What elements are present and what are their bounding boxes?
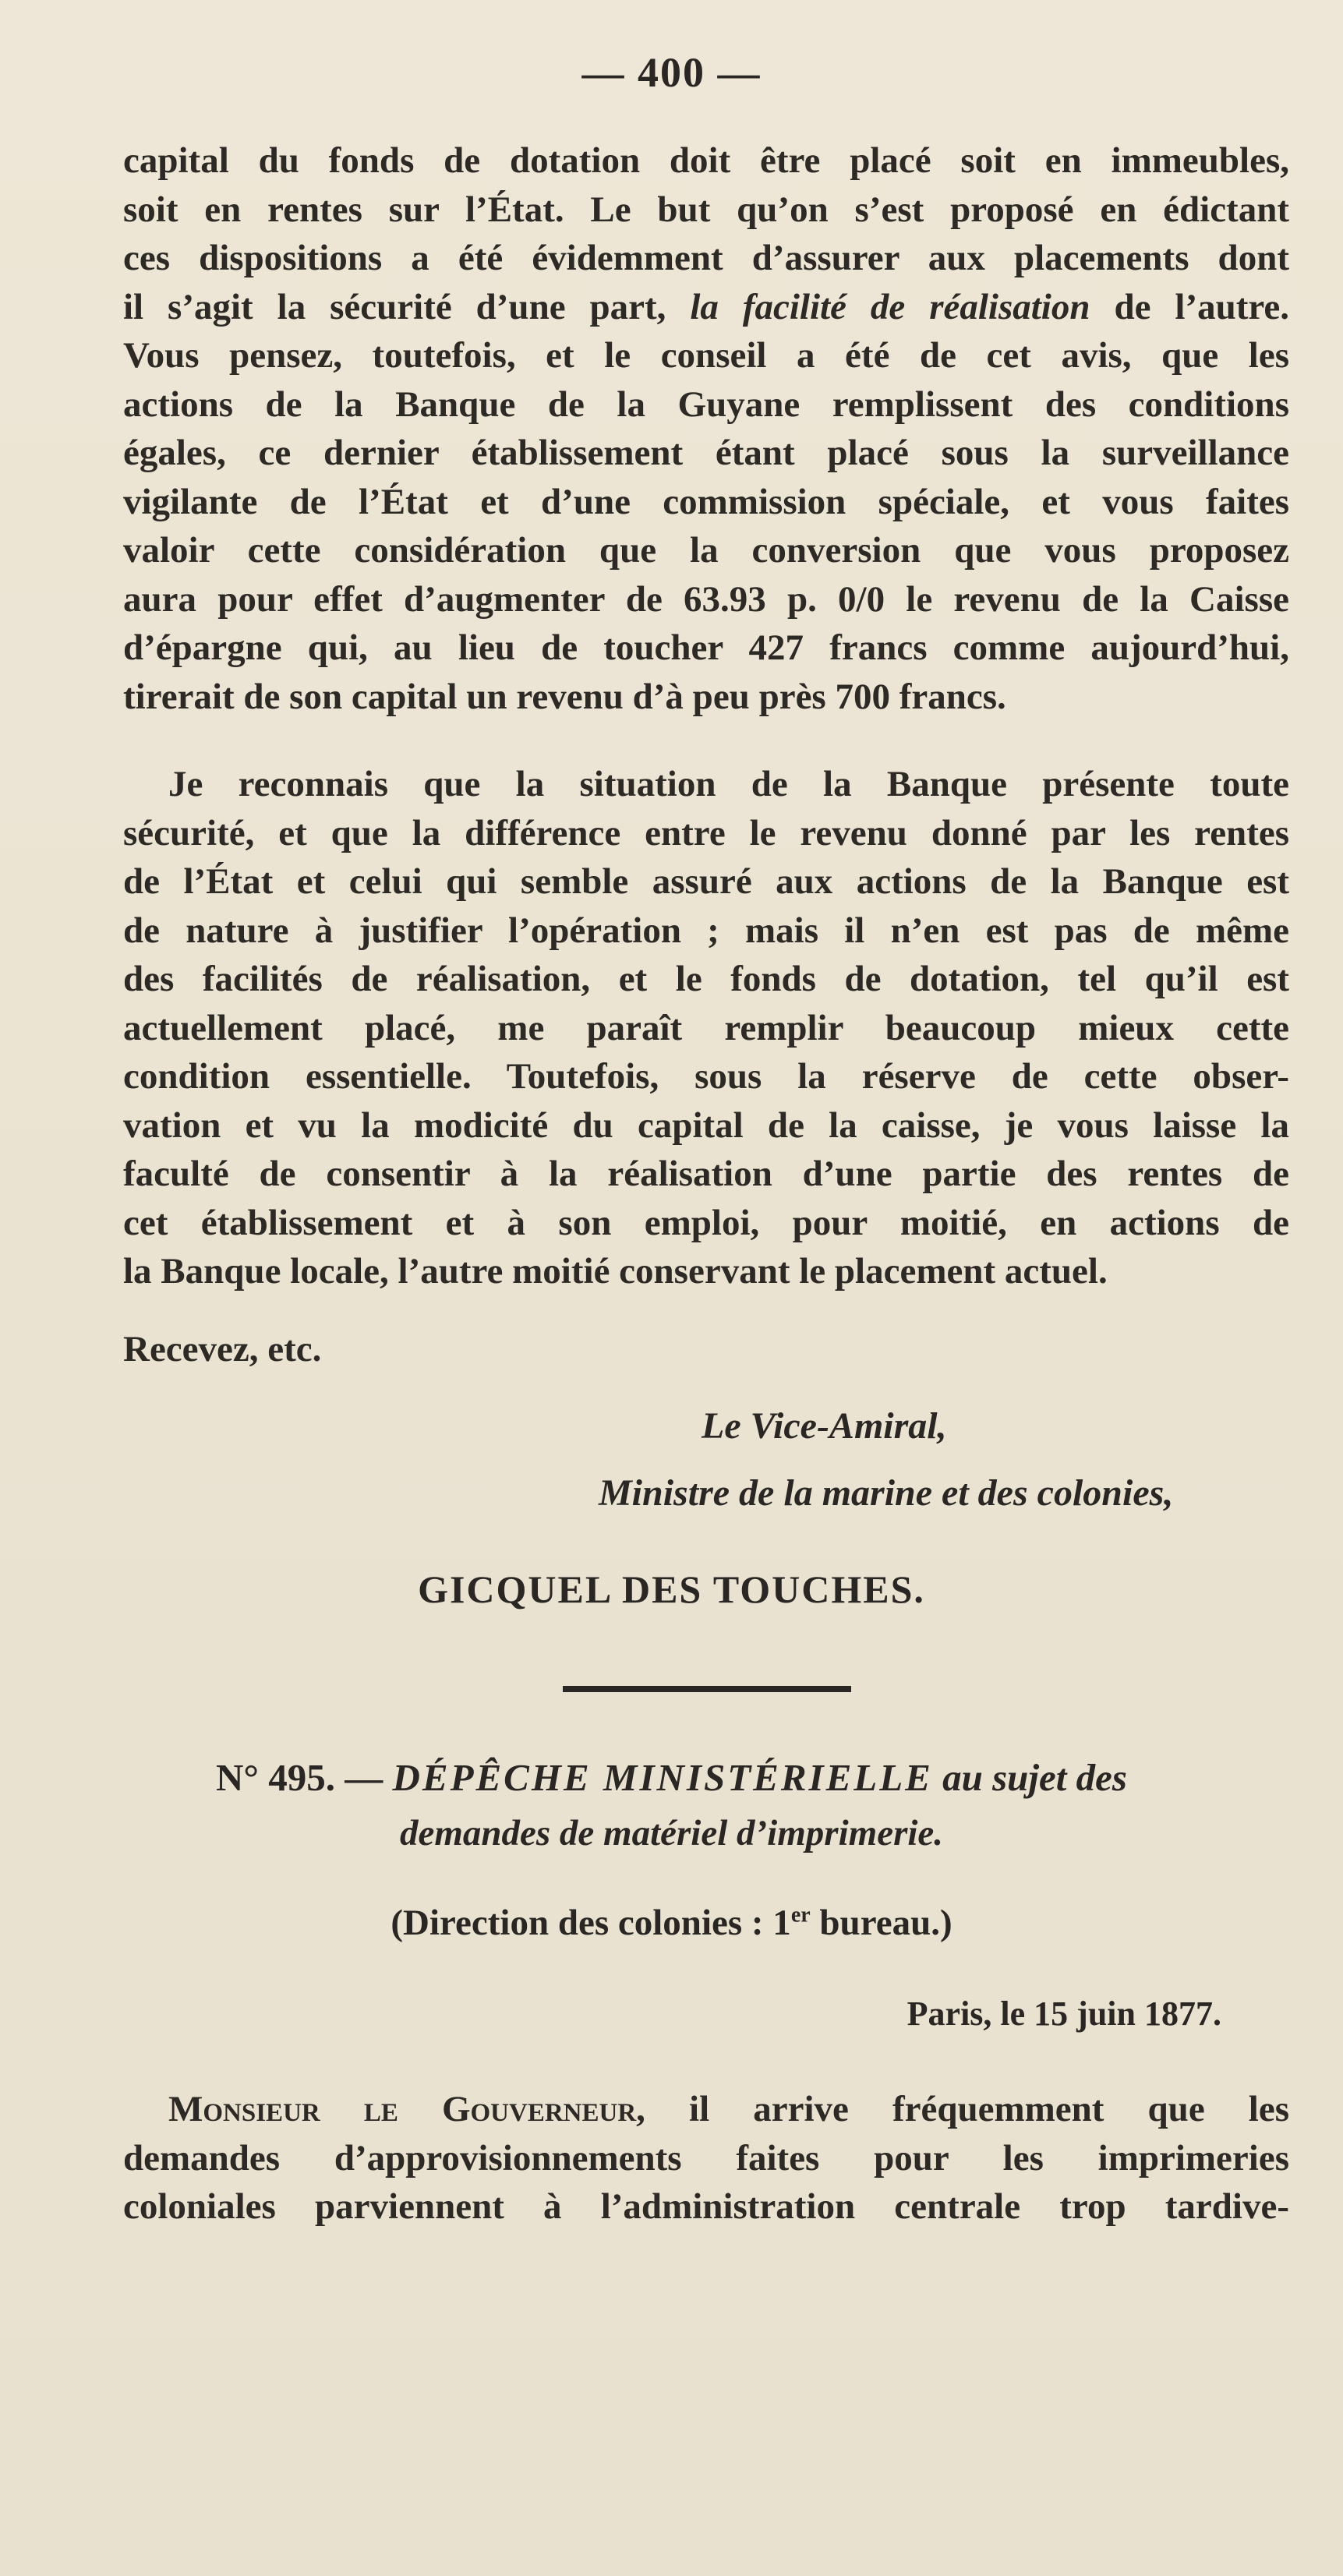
text-line: Je reconnais que la situation de la Banque présente toute (168, 764, 1289, 804)
section-divider (563, 1686, 851, 1692)
text-line: valoir cette considération que la conversion que vous proposez (123, 530, 1289, 571)
paragraph-2 (123, 760, 1289, 1296)
text-line: capital du fonds de dotation doit être placé soit en immeubles, (123, 140, 1289, 181)
text-segment: il s’agit la sécurité d’une part, (123, 286, 666, 327)
text-line: vation et vu la modicité du capital de la caisse, je vous laisse la (123, 1104, 1289, 1146)
signature-role: Ministre de la marine et des colonies, (599, 1472, 1174, 1514)
text-line: condition essentielle. Toutefois, sous la réserve de cette obser- (123, 1056, 1289, 1097)
signature-name: GICQUEL DES TOUCHES. (418, 1567, 925, 1611)
dispatch-heading (0, 1755, 1343, 1800)
italic-phrase: la facilité de réalisation (690, 286, 1090, 327)
direction-prefix: (Direction des colonies : 1 (391, 1903, 791, 1943)
direction-line (0, 1902, 1343, 1944)
text-line: de l’État et celui qui semble assuré aux actions de la Banque est (123, 861, 1289, 902)
text-line: vigilante de l’État et d’une commission spéciale, et vous faites (123, 481, 1289, 522)
text-line: sécurité, et que la différence entre le revenu donné par les rentes (123, 812, 1289, 853)
text-line: la Banque locale, l’autre moitié conservant le placement actuel. (123, 1251, 1108, 1292)
text-segment: il arrive fréquemment que les (645, 2089, 1289, 2129)
page-number: — 400 — (581, 49, 762, 96)
signature-title: Le Vice-Amiral, (702, 1405, 947, 1447)
direction-suffix: bureau.) (810, 1903, 952, 1943)
text-line: ces dispositions a été évidemment d’assurer aux placements dont (123, 238, 1289, 278)
dispatch-title: DÉPÊCHE MINISTÉRIELLE (392, 1756, 933, 1799)
letter-body (123, 2085, 1289, 2231)
text-line: tirerait de son capital un revenu d’à peu près 700 francs. (123, 676, 1006, 717)
text-line: cet établissement et à son emploi, pour moitié, en actions de (123, 1202, 1289, 1243)
text-line: demandes d’approvisionnements faites pour les imprimeries (123, 2137, 1289, 2178)
text-line: soit en rentes sur l’État. Le but qu’on s’est proposé en édictant (123, 189, 1289, 230)
dispatch-number: N° 495. — (216, 1756, 393, 1799)
paragraph-1 (123, 136, 1289, 721)
text-line: aura pour effet d’augmenter de 63.93 p. 0/0 le revenu de la Caisse (123, 578, 1289, 620)
text-line: d’épargne qui, au lieu de toucher 427 francs comme aujourd’hui, (123, 627, 1289, 668)
dispatch-title-rest: au sujet des (932, 1756, 1127, 1799)
text-segment: de l’autre. (1090, 286, 1290, 327)
text-line: de nature à justifier l’opération ; mais il n’en est pas de même (123, 910, 1289, 951)
text-line-mixed (123, 283, 1289, 332)
text-line-mixed (123, 2085, 1289, 2134)
text-line: faculté de consentir à la réalisation d’une partie des rentes de (123, 1154, 1289, 1194)
text-line: égales, ce dernier établissement étant placé sous la surveillance (123, 433, 1289, 473)
text-line: des facilités de réalisation, et le fonds de dotation, tel qu’il est (123, 959, 1289, 999)
place-date: Paris, le 15 juin 1877. (907, 1995, 1221, 2033)
text-line: coloniales parviennent à l’administration centrale trop tardive- (123, 2186, 1289, 2227)
dispatch-subtitle: demandes de matériel d’imprimerie. (399, 1813, 944, 1853)
closing-text: Recevez, etc. (123, 1329, 322, 1369)
salutation: Monsieur le Gouverneur, (168, 2089, 645, 2129)
text-line: actions de la Banque de la Guyane remplissent des conditions (123, 383, 1289, 425)
closing-line (123, 1325, 1289, 1374)
text-line: actuellement placé, me paraît remplir beaucoup mieux cette (123, 1007, 1289, 1048)
direction-superscript: er (790, 1903, 811, 1928)
text-line: Vous pensez, toutefois, et le conseil a été de cet avis, que les (123, 335, 1289, 376)
